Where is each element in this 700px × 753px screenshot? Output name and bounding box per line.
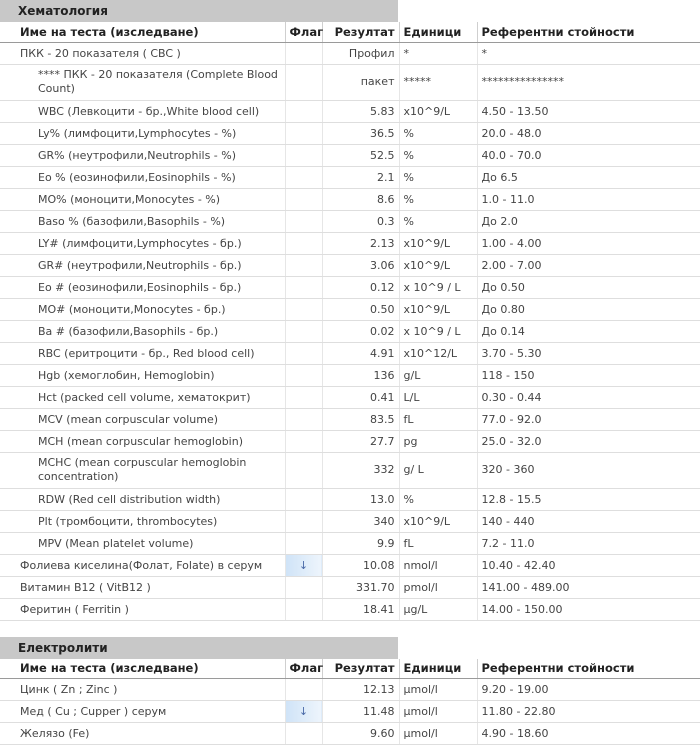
reference-range: 25.0 - 32.0 <box>477 430 700 452</box>
result-value: пакет <box>322 64 399 100</box>
units-value: L/L <box>399 386 477 408</box>
test-name: Фолиева киселина(Фолат, Folate) в серум <box>0 554 285 576</box>
test-name: RDW (Red cell distribution width) <box>0 488 285 510</box>
flag-cell <box>285 144 322 166</box>
test-name: MCH (mean corpuscular hemoglobin) <box>0 430 285 452</box>
test-name: MO# (моноцити,Monocytes - бр.) <box>0 298 285 320</box>
table-row <box>0 232 700 254</box>
section-gap <box>0 621 700 637</box>
table-row <box>0 554 700 576</box>
result-value: 0.02 <box>322 320 399 342</box>
units-value: x 10^9 / L <box>399 320 477 342</box>
table-row <box>0 64 700 100</box>
flag-cell <box>285 320 322 342</box>
table-row <box>0 679 700 701</box>
reference-range: 11.80 - 22.80 <box>477 701 700 723</box>
test-name: Мед ( Cu ; Cupper ) серум <box>0 701 285 723</box>
units-value: x10^9/L <box>399 298 477 320</box>
reference-range: 40.0 - 70.0 <box>477 144 700 166</box>
result-value: 36.5 <box>322 122 399 144</box>
table-row <box>0 576 700 598</box>
units-value: x10^9/L <box>399 254 477 276</box>
flag-cell <box>285 598 322 620</box>
reference-range: 9.20 - 19.00 <box>477 679 700 701</box>
result-value: 2.13 <box>322 232 399 254</box>
flag-cell <box>285 510 322 532</box>
result-value: 83.5 <box>322 408 399 430</box>
test-name: Цинк ( Zn ; Zinc ) <box>0 679 285 701</box>
table-row <box>0 276 700 298</box>
reference-range: 140 - 440 <box>477 510 700 532</box>
result-value: 331.70 <box>322 576 399 598</box>
result-value: 52.5 <box>322 144 399 166</box>
units-value: µmol/l <box>399 723 477 745</box>
result-value: 12.13 <box>322 679 399 701</box>
table-row <box>0 210 700 232</box>
flag-cell <box>285 488 322 510</box>
reference-range: 118 - 150 <box>477 364 700 386</box>
units-value: x10^9/L <box>399 232 477 254</box>
test-name: MCV (mean corpuscular volume) <box>0 408 285 430</box>
units-value: % <box>399 122 477 144</box>
section-title: Електролити <box>0 637 398 659</box>
section-electrolytes <box>0 637 700 746</box>
table-header-row <box>0 659 700 679</box>
units-value: % <box>399 188 477 210</box>
header-result: Резултат <box>322 22 399 42</box>
reference-range: 4.50 - 13.50 <box>477 100 700 122</box>
reference-range: 12.8 - 15.5 <box>477 488 700 510</box>
reference-range: 77.0 - 92.0 <box>477 408 700 430</box>
table-row <box>0 452 700 488</box>
reference-range: 1.0 - 11.0 <box>477 188 700 210</box>
table-row <box>0 488 700 510</box>
flag-cell <box>285 64 322 100</box>
header-ref: Референтни стойности <box>477 22 700 42</box>
table-row <box>0 100 700 122</box>
reference-range: 10.40 - 42.40 <box>477 554 700 576</box>
reference-range: * <box>477 42 700 64</box>
test-name: **** ПКК - 20 показателя (Complete Blood Count) <box>0 64 285 100</box>
header-ref: Референтни стойности <box>477 659 700 679</box>
flag-cell <box>285 408 322 430</box>
results-table <box>0 22 700 621</box>
test-name: GR# (неутрофили,Neutrophils - бр.) <box>0 254 285 276</box>
flag-cell <box>285 276 322 298</box>
flag-cell <box>285 42 322 64</box>
table-row <box>0 298 700 320</box>
header-units: Единици <box>399 659 477 679</box>
results-body <box>0 42 700 620</box>
test-name: Желязо (Fe) <box>0 723 285 745</box>
table-row <box>0 510 700 532</box>
test-name: Витамин B12 ( VitB12 ) <box>0 576 285 598</box>
reference-range: 320 - 360 <box>477 452 700 488</box>
low-flag-arrow-icon: ↓ <box>285 701 322 723</box>
reference-range: До 0.80 <box>477 298 700 320</box>
flag-cell <box>285 298 322 320</box>
table-row <box>0 254 700 276</box>
flag-cell <box>285 232 322 254</box>
reference-range: 4.90 - 18.60 <box>477 723 700 745</box>
result-value: 27.7 <box>322 430 399 452</box>
units-value: x10^9/L <box>399 510 477 532</box>
reference-range: 1.00 - 4.00 <box>477 232 700 254</box>
flag-cell <box>285 210 322 232</box>
result-value: 5.83 <box>322 100 399 122</box>
header-name: Име на теста (изследване) <box>0 22 285 42</box>
header-result: Резултат <box>322 659 399 679</box>
flag-cell <box>285 576 322 598</box>
flag-cell <box>285 166 322 188</box>
result-value: 9.60 <box>322 723 399 745</box>
result-value: 136 <box>322 364 399 386</box>
header-units: Единици <box>399 22 477 42</box>
result-value: 0.50 <box>322 298 399 320</box>
test-name: Eo # (еозинофили,Eosinophils - бр.) <box>0 276 285 298</box>
flag-cell <box>285 364 322 386</box>
units-value: fL <box>399 408 477 430</box>
table-row <box>0 122 700 144</box>
result-value: 2.1 <box>322 166 399 188</box>
result-value: 0.41 <box>322 386 399 408</box>
flag-cell <box>285 679 322 701</box>
units-value: ***** <box>399 64 477 100</box>
result-value: Профил <box>322 42 399 64</box>
table-row <box>0 364 700 386</box>
table-row <box>0 598 700 620</box>
flag-cell <box>285 342 322 364</box>
flag-cell <box>285 188 322 210</box>
table-row <box>0 532 700 554</box>
low-flag-arrow-icon: ↓ <box>285 554 322 576</box>
flag-cell <box>285 430 322 452</box>
units-value: % <box>399 210 477 232</box>
reference-range: 0.30 - 0.44 <box>477 386 700 408</box>
reference-range: 141.00 - 489.00 <box>477 576 700 598</box>
table-row <box>0 386 700 408</box>
reference-range: *************** <box>477 64 700 100</box>
units-value: * <box>399 42 477 64</box>
reference-range: 7.2 - 11.0 <box>477 532 700 554</box>
units-value: % <box>399 166 477 188</box>
test-name: Ly% (лимфоцити,Lymphocytes - %) <box>0 122 285 144</box>
table-row <box>0 188 700 210</box>
table-row <box>0 723 700 745</box>
header-name: Име на теста (изследване) <box>0 659 285 679</box>
results-table <box>0 659 700 746</box>
flag-cell <box>285 100 322 122</box>
reference-range: 3.70 - 5.30 <box>477 342 700 364</box>
units-value: x10^9/L <box>399 100 477 122</box>
test-name: WBC (Левкоцити - бр.,White blood cell) <box>0 100 285 122</box>
table-row <box>0 42 700 64</box>
result-value: 340 <box>322 510 399 532</box>
reference-range: 2.00 - 7.00 <box>477 254 700 276</box>
units-value: % <box>399 488 477 510</box>
flag-cell <box>285 452 322 488</box>
test-name: Baso % (базофили,Basophils - %) <box>0 210 285 232</box>
result-value: 8.6 <box>322 188 399 210</box>
units-value: µmol/l <box>399 701 477 723</box>
units-value: pg <box>399 430 477 452</box>
reference-range: 14.00 - 150.00 <box>477 598 700 620</box>
units-value: g/ L <box>399 452 477 488</box>
section-title: Хематология <box>0 0 398 22</box>
flag-cell <box>285 532 322 554</box>
table-row <box>0 320 700 342</box>
table-row <box>0 430 700 452</box>
flag-cell <box>285 122 322 144</box>
result-value: 3.06 <box>322 254 399 276</box>
units-value: nmol/l <box>399 554 477 576</box>
results-body <box>0 679 700 745</box>
reference-range: До 6.5 <box>477 166 700 188</box>
table-row <box>0 166 700 188</box>
table-row <box>0 342 700 364</box>
result-value: 0.3 <box>322 210 399 232</box>
reference-range: До 0.50 <box>477 276 700 298</box>
header-flag: Флаг <box>285 659 322 679</box>
result-value: 10.08 <box>322 554 399 576</box>
units-value: fL <box>399 532 477 554</box>
test-name: RBC (еритроцити - бр., Red blood cell) <box>0 342 285 364</box>
reference-range: До 0.14 <box>477 320 700 342</box>
flag-cell <box>285 254 322 276</box>
units-value: g/L <box>399 364 477 386</box>
units-value: x10^12/L <box>399 342 477 364</box>
test-name: MPV (Mean platelet volume) <box>0 532 285 554</box>
reference-range: До 2.0 <box>477 210 700 232</box>
result-value: 0.12 <box>322 276 399 298</box>
flag-cell <box>285 723 322 745</box>
units-value: µmol/l <box>399 679 477 701</box>
table-row <box>0 408 700 430</box>
test-name: Hgb (хемоглобин, Hemoglobin) <box>0 364 285 386</box>
result-value: 13.0 <box>322 488 399 510</box>
result-value: 18.41 <box>322 598 399 620</box>
units-value: x 10^9 / L <box>399 276 477 298</box>
test-name: ПКК - 20 показателя ( CBC ) <box>0 42 285 64</box>
result-value: 332 <box>322 452 399 488</box>
table-row <box>0 701 700 723</box>
test-name: MO% (моноцити,Monocytes - %) <box>0 188 285 210</box>
table-row <box>0 144 700 166</box>
table-header-row <box>0 22 700 42</box>
test-name: Plt (тромбоцити, thrombocytes) <box>0 510 285 532</box>
units-value: % <box>399 144 477 166</box>
test-name: GR% (неутрофили,Neutrophils - %) <box>0 144 285 166</box>
test-name: Hct (packed cell volume, хематокрит) <box>0 386 285 408</box>
test-name: LY# (лимфоцити,Lymphocytes - бр.) <box>0 232 285 254</box>
header-flag: Флаг <box>285 22 322 42</box>
result-value: 4.91 <box>322 342 399 364</box>
reference-range: 20.0 - 48.0 <box>477 122 700 144</box>
flag-cell <box>285 386 322 408</box>
result-value: 11.48 <box>322 701 399 723</box>
test-name: MCHC (mean corpuscular hemoglobin concentration) <box>0 452 285 488</box>
result-value: 9.9 <box>322 532 399 554</box>
test-name: Феритин ( Ferritin ) <box>0 598 285 620</box>
units-value: µg/L <box>399 598 477 620</box>
units-value: pmol/l <box>399 576 477 598</box>
test-name: Ba # (базофили,Basophils - бр.) <box>0 320 285 342</box>
test-name: Eo % (еозинофили,Eosinophils - %) <box>0 166 285 188</box>
